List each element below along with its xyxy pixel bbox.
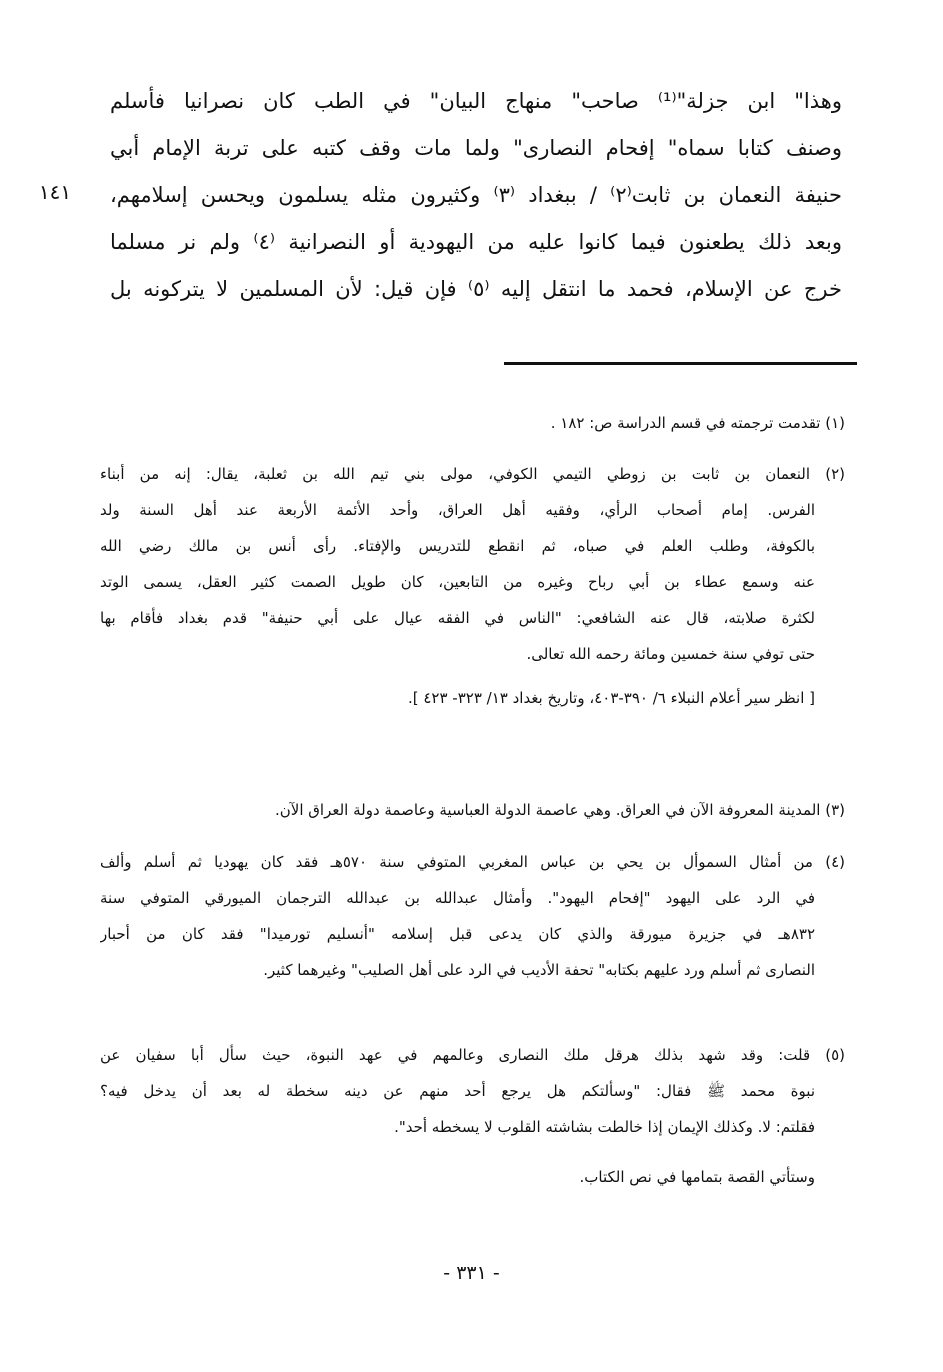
main-text-line: خرج عن الإسلام، فحمد ما انتقل إليه ⁽٥⁾ فإن قيل: لأن المسلمين لا يتركونه بل [110,277,842,301]
footnote-line: لكثرة صلابته، قال عنه الشافعي: "الناس في الفقه عيال على أبي حنيفة" قدم بغداد فأقام بها [100,609,815,627]
footnote-line: فقلتم: لا. وكذلك الإيمان إذا خالطت بشاشته القلوب لا يسخطه أحد". [394,1118,815,1136]
footnote-line: الفرس. إمام أصحاب الرأي، وفقيه أهل العراق، وأحد الأئمة الأربعة عند أهل السنة ولد [100,501,815,519]
footnote-2 [100,456,845,716]
manuscript-folio-number: ١٤١ [38,180,72,204]
footnote-separator [504,362,857,365]
footnote-line: (٤) من أمثال السموأل بن يحي بن عباس المغربي المتوفي سنة ٥٧٠هـ فقد كان يهوديا ثم أسلم وألف [100,853,845,871]
footnote-3 [100,792,845,828]
main-text-line: وهذا" ابن جزلة"⁽¹⁾ صاحب" منهاج البيان" في الطب كان نصرانيا فأسلم [110,89,842,113]
main-text-line: وصنف كتابا سماه" إفحام النصارى" ولما مات وقف كتبه على تربة الإمام أبي [110,136,842,160]
main-text [110,78,842,313]
footnote-line: ٨٣٢هـ في جزيرة ميورقة والذي كان يدعى قبل إسلامه "أنسليم تورميدا" فقد كان من أحبار [100,925,815,943]
footnote-5 [100,1037,845,1195]
footnote-line: (١) تقدمت ترجمته في قسم الدراسة ص: ١٨٢ . [550,414,845,432]
main-text-line: وبعد ذلك يطعنون فيما كانوا عليه من اليهودية أو النصرانية ⁽٤⁾ ولم نر مسلما [110,230,842,254]
footnote-line: (٣) المدينة المعروفة الآن في العراق. وهي عاصمة الدولة العباسية وعاصمة دولة العراق الآن. [274,801,845,819]
footnote-line: في الرد على اليهود "إفحام اليهود". وأمثال عبدالله بن عبدالله الترجمان الميورقي المتوفي سنة [100,889,815,907]
footnote-line: بالكوفة، وطلب العلم في صباه، ثم انقطع للتدريس والإفتاء. رأى أنس بن مالك رضي الله [100,537,815,555]
page-number: - ٣٣١ - [443,1262,500,1284]
footnote-line: وستأتي القصة بتمامها في نص الكتاب. [579,1168,815,1186]
footnote-line: نبوة محمد ﷺ فقال: "وسألتكم هل يرجع أحد منهم عن دينه سخطة له بعد أن يدخل فيه؟ [100,1082,815,1100]
footnote-line: عنه وسمع عطاء بن أبي رباح وغيره من التابعين، كان طويل الصمت كثير العقل، يسمى الوتد [100,573,815,591]
footnote-reference: [ انظر سير أعلام النبلاء ٦/ ٣٩٠-٤٠٣، وتاريخ بغداد ١٣/ ٣٢٣- ٤٢٣ ]. [407,689,815,707]
footnote-4 [100,844,845,988]
footnote-1 [100,405,845,441]
footnote-line: حتى توفي سنة خمسين ومائة رحمه الله تعالى. [526,645,815,663]
main-text-line: حنيفة النعمان بن ثابت⁽٢⁾ / ببغداد ⁽٣⁾ وكثيرون مثله يسلمون ويحسن إسلامهم، [110,183,842,207]
footnote-line: (٥) قلت: وقد شهد بذلك هرقل ملك النصارى وعالمهم في عهد النبوة، حيث سأل أبا سفيان عن [100,1046,845,1064]
footnote-line: النصارى ثم أسلم ورد عليهم بكتابه" تحفة الأديب في الرد على أهل الصليب" وغيرهما كثير. [263,961,815,979]
footnote-line: (٢) النعمان بن ثابت بن زوطي التيمي الكوفي، مولى بني تيم الله بن ثعلبة، يقال: إنه من أبناء [100,465,845,483]
